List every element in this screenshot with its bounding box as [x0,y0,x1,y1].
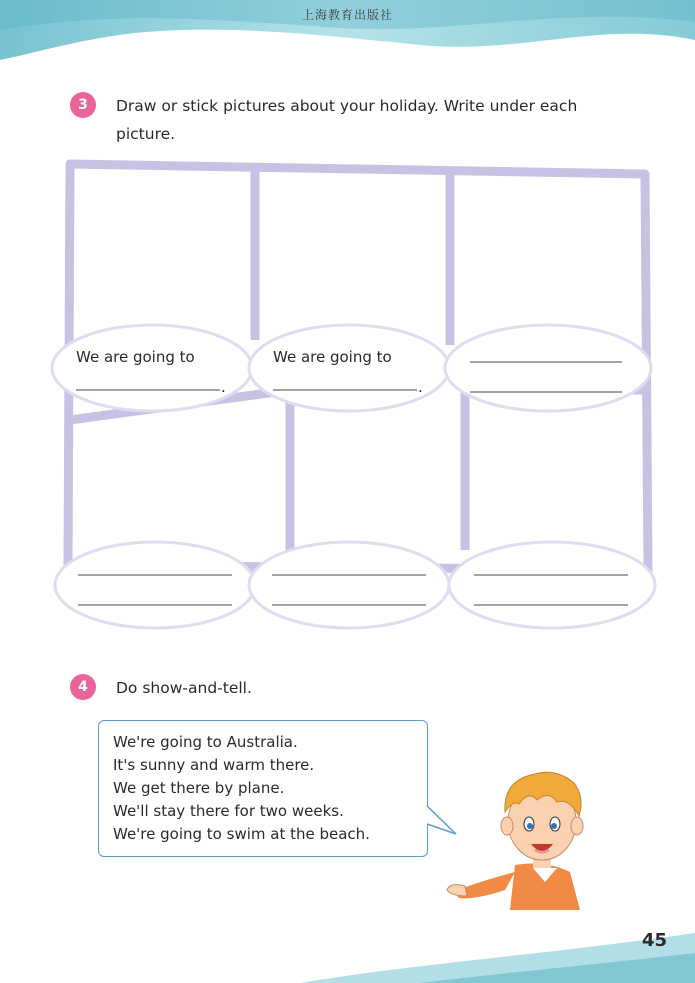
period-top-middle: . [418,378,423,396]
activity-4-badge: 4 [70,674,96,700]
top-oval-row [0,320,695,420]
page-number: 45 [641,930,667,951]
prompt-top-left: We are going to [76,348,195,366]
bottom-wave-decoration [0,923,695,983]
oval-top-middle [249,325,449,411]
oval-bottom-right [449,542,655,628]
speech-line: We're going to swim at the beach. [113,825,370,843]
period-top-left: . [221,378,226,396]
activity-4-instruction: Do show-and-tell. [116,679,252,697]
instruction-line-2: picture. [116,125,176,143]
instruction-line-1: Draw or stick pictures about your holiday. Write under each [116,97,578,115]
oval-bottom-left [55,542,255,628]
activity-3-badge: 3 [70,92,96,118]
boy-character-icon [445,760,595,910]
publisher-label: 上海教育出版社 [301,8,393,22]
oval-top-right [445,325,651,411]
speech-line: We're going to Australia. [113,733,298,751]
bottom-oval-row [0,535,695,635]
oval-top-left [52,325,252,411]
oval-bottom-middle [249,542,449,628]
speech-bubble [98,720,428,857]
activity-3-instruction [116,92,656,148]
speech-line: We'll stay there for two weeks. [113,802,344,820]
speech-line: It's sunny and warm there. [113,756,315,774]
prompt-top-middle: We are going to [273,348,392,366]
speech-line: We get there by plane. [113,779,285,797]
